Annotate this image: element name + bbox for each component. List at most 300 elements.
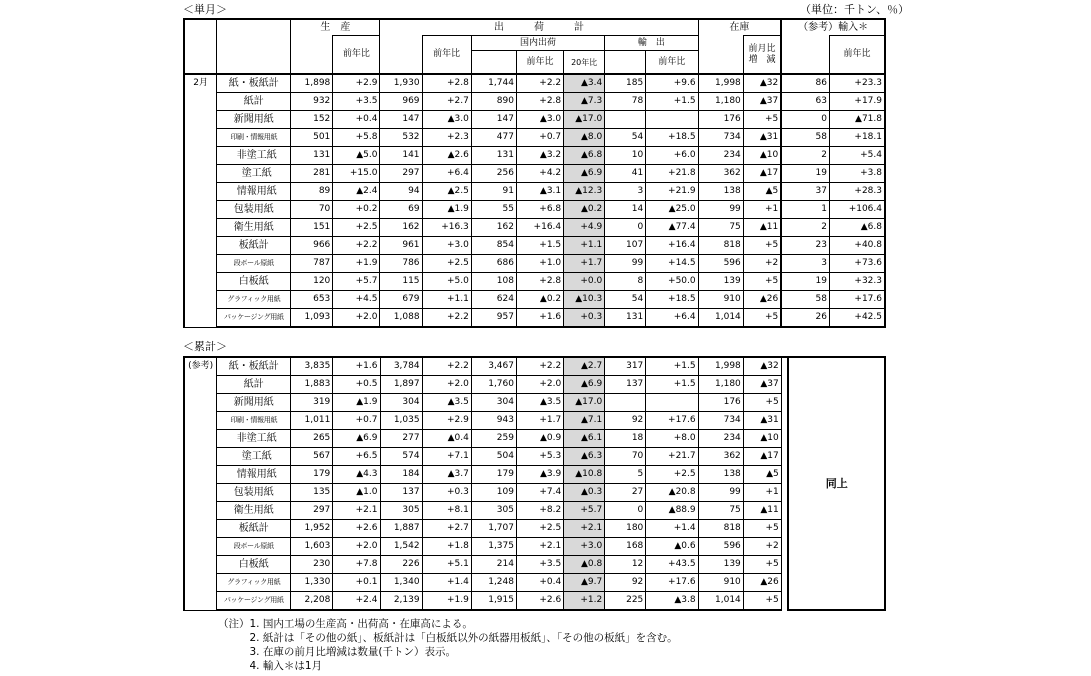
cell: 168: [605, 538, 646, 556]
cell: 131: [291, 147, 333, 165]
cell: +21.7: [646, 448, 698, 466]
cell: +5.7: [564, 502, 605, 520]
cell: 91: [471, 183, 516, 201]
header-export: 輸 出: [605, 36, 698, 51]
cell: +5: [743, 520, 781, 538]
cell: ▲6.1: [564, 430, 605, 448]
table-row: [184, 357, 885, 376]
cell: 932: [291, 93, 333, 111]
cell: ▲10: [743, 147, 781, 165]
table-row: [184, 129, 885, 147]
cell: ▲6.8: [564, 147, 605, 165]
row-name: 非塗工紙: [217, 147, 291, 165]
cell: +0.3: [422, 484, 471, 502]
cell: 362: [698, 448, 743, 466]
cell: 8: [605, 273, 646, 291]
cell: 75: [698, 219, 743, 237]
cell: ▲6.8: [829, 219, 885, 237]
table-row: [184, 394, 885, 412]
header-domestic: 国内出荷: [471, 36, 604, 51]
cell: 55: [471, 201, 516, 219]
cell: 1,035: [380, 412, 422, 430]
cell: 139: [698, 273, 743, 291]
cell: 818: [698, 237, 743, 255]
row-name: グラフィック用紙: [217, 291, 291, 309]
cell: 2: [781, 147, 829, 165]
cell: [605, 394, 646, 412]
row-name: 衛生用紙: [217, 502, 291, 520]
cell: +14.5: [646, 255, 698, 273]
header-production: 生 産: [291, 19, 380, 36]
cumulative-section-label: ＜累計＞: [183, 340, 227, 353]
cell: +5.3: [516, 448, 563, 466]
table-row: [184, 93, 885, 111]
cell: +106.4: [829, 201, 885, 219]
cell: ▲88.9: [646, 502, 698, 520]
table-row: [184, 309, 885, 328]
cell: +2.5: [333, 219, 380, 237]
cell: +0.4: [333, 111, 380, 129]
cell: +17.6: [646, 412, 698, 430]
cell: +42.5: [829, 309, 885, 328]
table-row: [184, 484, 885, 502]
cell: ▲17: [743, 165, 781, 183]
cell: +3.0: [564, 538, 605, 556]
cell: +18.5: [646, 129, 698, 147]
cell: 225: [605, 592, 646, 611]
cell: 137: [380, 484, 422, 502]
cell: +7.1: [422, 448, 471, 466]
cell: +1.5: [646, 357, 698, 376]
header-yoy-production: 前年比: [333, 36, 380, 75]
cell: +2.1: [333, 502, 380, 520]
cell: ▲17: [743, 448, 781, 466]
note-3: 3. 在庫の前月比増減は数量(千トン）表示。: [218, 646, 456, 658]
cell: ▲26: [743, 574, 781, 592]
cell: +7.4: [516, 484, 563, 502]
cell: 18: [605, 430, 646, 448]
cell: ▲0.6: [646, 538, 698, 556]
row-name: 紙・板紙計: [217, 74, 291, 93]
cell: ▲1.9: [422, 201, 471, 219]
row-name: 塗工紙: [217, 165, 291, 183]
cell: +5: [743, 592, 781, 611]
cell: 1,248: [471, 574, 516, 592]
cell: +15.0: [333, 165, 380, 183]
cell: ▲5.0: [333, 147, 380, 165]
cell: 86: [781, 74, 829, 93]
cell: 3: [781, 255, 829, 273]
cell: ▲2.6: [422, 147, 471, 165]
month-label: 2月: [184, 74, 217, 327]
cell: +5: [743, 556, 781, 574]
cell: +1: [743, 484, 781, 502]
cell: +2.2: [422, 357, 471, 376]
cell: 1,707: [471, 520, 516, 538]
cell: 5: [605, 466, 646, 484]
cell: ▲17.0: [564, 111, 605, 129]
row-name: 印刷・情報用紙: [217, 129, 291, 147]
cell: ▲7.1: [564, 412, 605, 430]
cell: +2.5: [516, 520, 563, 538]
cell: +1.5: [646, 93, 698, 111]
cell: +2.1: [564, 520, 605, 538]
header-yoy-shipments: 前年比: [422, 36, 471, 75]
cell: +6.8: [516, 201, 563, 219]
cell: 259: [471, 430, 516, 448]
row-name: 白板紙: [217, 556, 291, 574]
cell: 297: [291, 502, 333, 520]
cell: +1.0: [516, 255, 563, 273]
table-row: [184, 165, 885, 183]
cell: 99: [605, 255, 646, 273]
cell: 567: [291, 448, 333, 466]
cell: +2.9: [333, 74, 380, 93]
table-row: [184, 430, 885, 448]
cell: 10: [605, 147, 646, 165]
cell: +2.2: [516, 74, 563, 93]
cell: +32.3: [829, 273, 885, 291]
header-yoy-export: 前年比: [646, 51, 698, 75]
cell: 139: [698, 556, 743, 574]
cell: +2.9: [422, 412, 471, 430]
cell: 0: [605, 219, 646, 237]
cell: 596: [698, 538, 743, 556]
header-mom: 前月比増 減: [743, 36, 781, 75]
cell: +0.5: [333, 376, 380, 394]
cell: +16.4: [646, 237, 698, 255]
cell: ▲3.0: [516, 111, 563, 129]
cell: +21.9: [646, 183, 698, 201]
cell: 75: [698, 502, 743, 520]
cell: +5.4: [829, 147, 885, 165]
cell: ▲10: [743, 430, 781, 448]
cell: ▲0.2: [564, 201, 605, 219]
cell: [646, 111, 698, 129]
cell: 135: [291, 484, 333, 502]
cell: 265: [291, 430, 333, 448]
monthly-table: [183, 18, 886, 328]
cell: +1.4: [422, 574, 471, 592]
cell: +7.8: [333, 556, 380, 574]
cell: ▲3.0: [422, 111, 471, 129]
cell: +1.6: [516, 309, 563, 328]
cell: +2.2: [333, 237, 380, 255]
cell: ▲32: [743, 74, 781, 93]
cell: 109: [471, 484, 516, 502]
cell: +2.3: [422, 129, 471, 147]
row-name: 塗工紙: [217, 448, 291, 466]
monthly-rows: [184, 74, 885, 327]
cell: 477: [471, 129, 516, 147]
cell: +1.1: [564, 237, 605, 255]
cell: ▲71.8: [829, 111, 885, 129]
cell: +17.6: [646, 574, 698, 592]
table-row: [184, 273, 885, 291]
cell: 176: [698, 394, 743, 412]
cell: 107: [605, 237, 646, 255]
cell: 41: [605, 165, 646, 183]
same-as-above-label: 同上: [788, 357, 885, 610]
cell: +8.1: [422, 502, 471, 520]
cell: +1.7: [516, 412, 563, 430]
cell: 1,093: [291, 309, 333, 328]
cell: +1.9: [333, 255, 380, 273]
cell: 26: [781, 309, 829, 328]
note-2: 2. 紙計は「その他の紙」、板紙計は「白板紙以外の紙器用板紙」、「その他の板紙」を含む。: [218, 632, 678, 644]
cell: [646, 394, 698, 412]
cell: ▲2.5: [422, 183, 471, 201]
cell: 214: [471, 556, 516, 574]
cell: 624: [471, 291, 516, 309]
cell: 58: [781, 291, 829, 309]
cell: ▲3.9: [516, 466, 563, 484]
cell: ▲31: [743, 129, 781, 147]
cell: +17.9: [829, 93, 885, 111]
row-name: 板紙計: [217, 237, 291, 255]
cell: ▲37: [743, 376, 781, 394]
cell: +5: [743, 394, 781, 412]
cell: +2.0: [516, 376, 563, 394]
cell: 1,998: [698, 357, 743, 376]
cumulative-rows: [184, 357, 885, 610]
cell: 147: [471, 111, 516, 129]
table-row: [184, 556, 885, 574]
cell: ▲0.4: [422, 430, 471, 448]
cell: +2.7: [422, 93, 471, 111]
cell: 70: [605, 448, 646, 466]
cell: +40.8: [829, 237, 885, 255]
row-name: 板紙計: [217, 520, 291, 538]
cell: 14: [605, 201, 646, 219]
cell: +1.1: [422, 291, 471, 309]
cell: +50.0: [646, 273, 698, 291]
cell: +23.3: [829, 74, 885, 93]
table-row: [184, 183, 885, 201]
cell: 0: [605, 502, 646, 520]
cell: ▲5: [743, 466, 781, 484]
cell: 1,014: [698, 592, 743, 611]
cell: +5.0: [422, 273, 471, 291]
row-name: 包装用紙: [217, 201, 291, 219]
row-name: 段ボール原紙: [217, 255, 291, 273]
cell: 653: [291, 291, 333, 309]
cell: 504: [471, 448, 516, 466]
cell: +1: [743, 201, 781, 219]
cell: 256: [471, 165, 516, 183]
cell: 226: [380, 556, 422, 574]
cell: ▲0.8: [564, 556, 605, 574]
cell: ▲3.1: [516, 183, 563, 201]
cell: 501: [291, 129, 333, 147]
cell: 961: [380, 237, 422, 255]
cell: ▲5: [743, 183, 781, 201]
cell: 1,915: [471, 592, 516, 611]
cell: ▲0.3: [564, 484, 605, 502]
cell: 1,883: [291, 376, 333, 394]
cell: +5.1: [422, 556, 471, 574]
cell: ▲32: [743, 357, 781, 376]
cell: +2.2: [516, 357, 563, 376]
cell: ▲9.7: [564, 574, 605, 592]
cell: 131: [471, 147, 516, 165]
cell: +5.7: [333, 273, 380, 291]
cell: 37: [781, 183, 829, 201]
cell: +5: [743, 111, 781, 129]
cell: +4.2: [516, 165, 563, 183]
cell: 1,340: [380, 574, 422, 592]
cell: 115: [380, 273, 422, 291]
cell: +0.0: [564, 273, 605, 291]
cell: ▲3.4: [564, 74, 605, 93]
cell: 574: [380, 448, 422, 466]
monthly-section-label: ＜単月＞: [183, 3, 227, 16]
cell: 1,014: [698, 309, 743, 328]
row-name: 段ボール原紙: [217, 538, 291, 556]
row-name: パッケージング用紙: [217, 309, 291, 328]
cell: ▲77.4: [646, 219, 698, 237]
cell: +2.8: [516, 273, 563, 291]
cell: 69: [380, 201, 422, 219]
cell: +0.7: [333, 412, 380, 430]
table-row: [184, 291, 885, 309]
unit-label: （単位：千トン、％）: [800, 3, 910, 16]
cell: 138: [698, 183, 743, 201]
cell: +5: [743, 273, 781, 291]
cell: 184: [380, 466, 422, 484]
table-row: [184, 237, 885, 255]
cell: +1.6: [333, 357, 380, 376]
cell: +2.8: [516, 93, 563, 111]
cell: +18.1: [829, 129, 885, 147]
cell: ▲31: [743, 412, 781, 430]
cell: 1,887: [380, 520, 422, 538]
cell: 2: [781, 219, 829, 237]
cumulative-table: [183, 356, 886, 611]
cell: 19: [781, 165, 829, 183]
cell: ▲12.3: [564, 183, 605, 201]
cell: ▲7.3: [564, 93, 605, 111]
cell: +2.6: [516, 592, 563, 611]
cell: 734: [698, 129, 743, 147]
row-name: グラフィック用紙: [217, 574, 291, 592]
cell: 1,375: [471, 538, 516, 556]
cell: ▲2.7: [564, 357, 605, 376]
cell: +2.0: [422, 376, 471, 394]
cell: 92: [605, 574, 646, 592]
cell: 0: [781, 111, 829, 129]
cell: ▲3.2: [516, 147, 563, 165]
table-row: [184, 574, 885, 592]
cell: 890: [471, 93, 516, 111]
cell: 78: [605, 93, 646, 111]
cell: 176: [698, 111, 743, 129]
cell: 63: [781, 93, 829, 111]
cell: 137: [605, 376, 646, 394]
cell: 2,139: [380, 592, 422, 611]
cell: 686: [471, 255, 516, 273]
cell: ▲1.0: [333, 484, 380, 502]
cell: +3.5: [333, 93, 380, 111]
cell: +1.2: [564, 592, 605, 611]
cell: 1: [781, 201, 829, 219]
cell: ▲0.9: [516, 430, 563, 448]
header-yoy-import: 前年比: [829, 36, 885, 75]
cell: 180: [605, 520, 646, 538]
header-blank-1: [184, 19, 217, 74]
cell: +2: [743, 255, 781, 273]
cell: +2.1: [516, 538, 563, 556]
cell: +6.4: [422, 165, 471, 183]
cell: +2.5: [646, 466, 698, 484]
cell: 1,930: [380, 74, 422, 93]
cell: +5: [743, 237, 781, 255]
cell: 1,998: [698, 74, 743, 93]
cell: 910: [698, 574, 743, 592]
cell: 131: [605, 309, 646, 328]
cell: 966: [291, 237, 333, 255]
table-row: [184, 466, 885, 484]
cell: 147: [380, 111, 422, 129]
cell: +6.5: [333, 448, 380, 466]
cell: ▲17.0: [564, 394, 605, 412]
cell: 1,760: [471, 376, 516, 394]
cell: 277: [380, 430, 422, 448]
cell: 99: [698, 201, 743, 219]
cell: ▲2.4: [333, 183, 380, 201]
notes: [218, 617, 678, 673]
cell: ▲4.3: [333, 466, 380, 484]
cell: 786: [380, 255, 422, 273]
cell: +3.8: [829, 165, 885, 183]
cell: 679: [380, 291, 422, 309]
cell: 305: [471, 502, 516, 520]
cell: 787: [291, 255, 333, 273]
cell: 230: [291, 556, 333, 574]
cell: +1.5: [646, 376, 698, 394]
cell: +3.0: [422, 237, 471, 255]
cell: +28.3: [829, 183, 885, 201]
header-yoy20: 20年比: [564, 51, 605, 75]
cell: 54: [605, 291, 646, 309]
cell: +4.5: [333, 291, 380, 309]
row-name: 新聞用紙: [217, 394, 291, 412]
cell: +8.2: [516, 502, 563, 520]
cell: 362: [698, 165, 743, 183]
cell: +2: [743, 538, 781, 556]
cell: +1.5: [516, 237, 563, 255]
cell: 305: [380, 502, 422, 520]
row-name: 紙・板紙計: [217, 357, 291, 376]
cell: 152: [291, 111, 333, 129]
cell: ▲6.9: [564, 165, 605, 183]
cell: 818: [698, 520, 743, 538]
header-import: （参考）輸入＊: [781, 19, 885, 36]
cell: 854: [471, 237, 516, 255]
cell: +8.0: [646, 430, 698, 448]
cell: 957: [471, 309, 516, 328]
row-name: パッケージング用紙: [217, 592, 291, 611]
row-name: 印刷・情報用紙: [217, 412, 291, 430]
cell: 1,744: [471, 74, 516, 93]
cell: 297: [380, 165, 422, 183]
cell: 910: [698, 291, 743, 309]
cell: 281: [291, 165, 333, 183]
cell: 120: [291, 273, 333, 291]
cell: 969: [380, 93, 422, 111]
cell: 304: [471, 394, 516, 412]
cell: +16.3: [422, 219, 471, 237]
